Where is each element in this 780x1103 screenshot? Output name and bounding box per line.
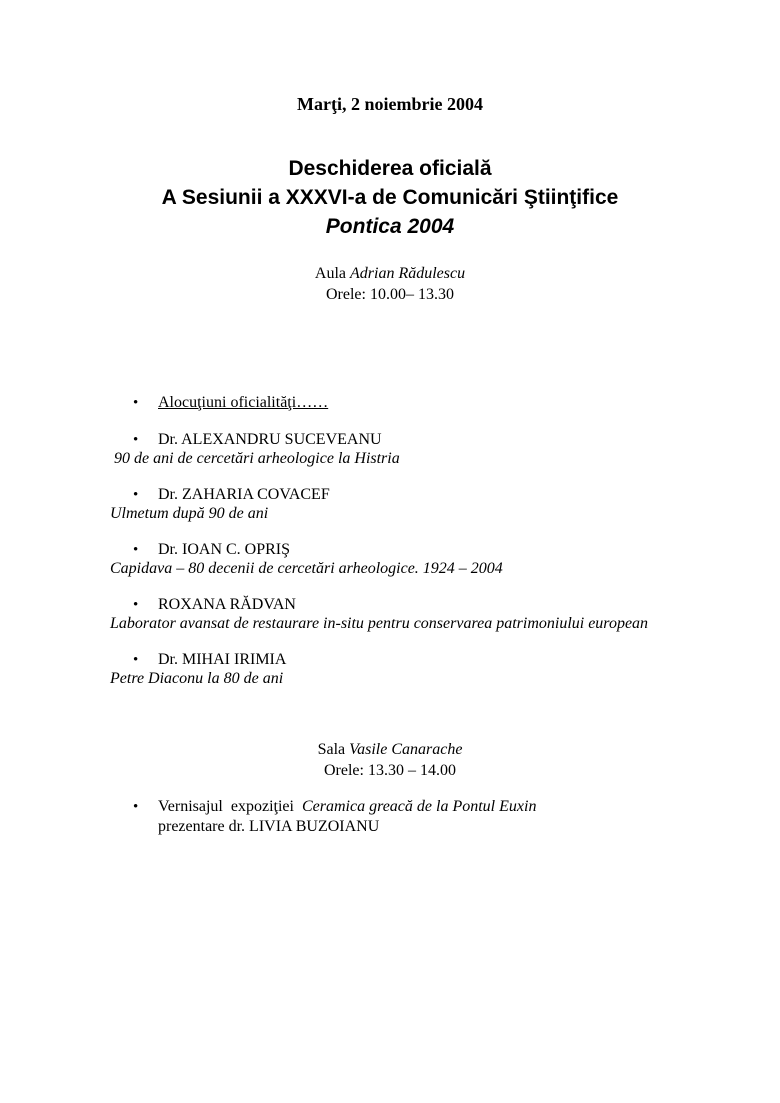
talk-title: Capidava – 80 decenii de cercetări arheologice. 1924 – 2004 [110, 560, 503, 577]
bullet-icon: • [133, 597, 139, 613]
title-line-1: Deschiderea oficială [288, 157, 492, 180]
hall-name: Vasile Canarache [349, 741, 463, 758]
hall-name: Adrian Rădulescu [350, 265, 466, 282]
title-line-3: Pontica 2004 [325, 215, 455, 238]
exhibit-line [158, 798, 536, 816]
session2-hall [0, 741, 780, 759]
speaker-name: Alocuţiuni oficialităţi…… [158, 394, 329, 411]
talk-title: 90 de ani de cercetări arheologice la Histria [114, 450, 400, 467]
speaker-name: ROXANA RĂDVAN [158, 596, 296, 613]
hall-prefix: Aula [314, 265, 350, 282]
speaker-name: Dr. MIHAI IRIMIA [158, 651, 287, 668]
session1-hours: Orele: 10.00– 13.30 [326, 286, 454, 303]
bullet-icon: • [133, 395, 139, 411]
speaker-name: Dr. ALEXANDRU SUCEVEANU [158, 431, 382, 448]
talk-title: Petre Diaconu la 80 de ani [110, 670, 284, 687]
exhibit-presenter: prezentare dr. LIVIA BUZOIANU [158, 818, 380, 835]
event-date: Marţi, 2 noiembrie 2004 [297, 94, 483, 114]
session1-hall [0, 265, 780, 283]
speaker-name: Dr. ZAHARIA COVACEF [158, 486, 330, 503]
talk-title: Laborator avansat de restaurare in-situ pentru conservarea patrimoniului european [110, 615, 649, 632]
exhibit-title: Ceramica greacă de la Pontul Euxin [301, 798, 537, 815]
bullet-icon: • [133, 432, 139, 448]
bullet-icon: • [133, 542, 139, 558]
bullet-icon: • [133, 487, 139, 503]
title-line-2: A Sesiunii a XXXVI-a de Comunicări Ştiinţifice [161, 186, 619, 209]
talk-title: Ulmetum după 90 de ani [110, 505, 269, 522]
bullet-icon: • [133, 799, 139, 815]
session2-hours: Orele: 13.30 – 14.00 [324, 762, 456, 779]
hall-prefix: Sala [317, 741, 350, 758]
speaker-name: Dr. IOAN C. OPRIŞ [158, 541, 291, 558]
exhibit-prefix: Vernisajul expoziţiei [158, 798, 302, 815]
bullet-icon: • [133, 652, 139, 668]
